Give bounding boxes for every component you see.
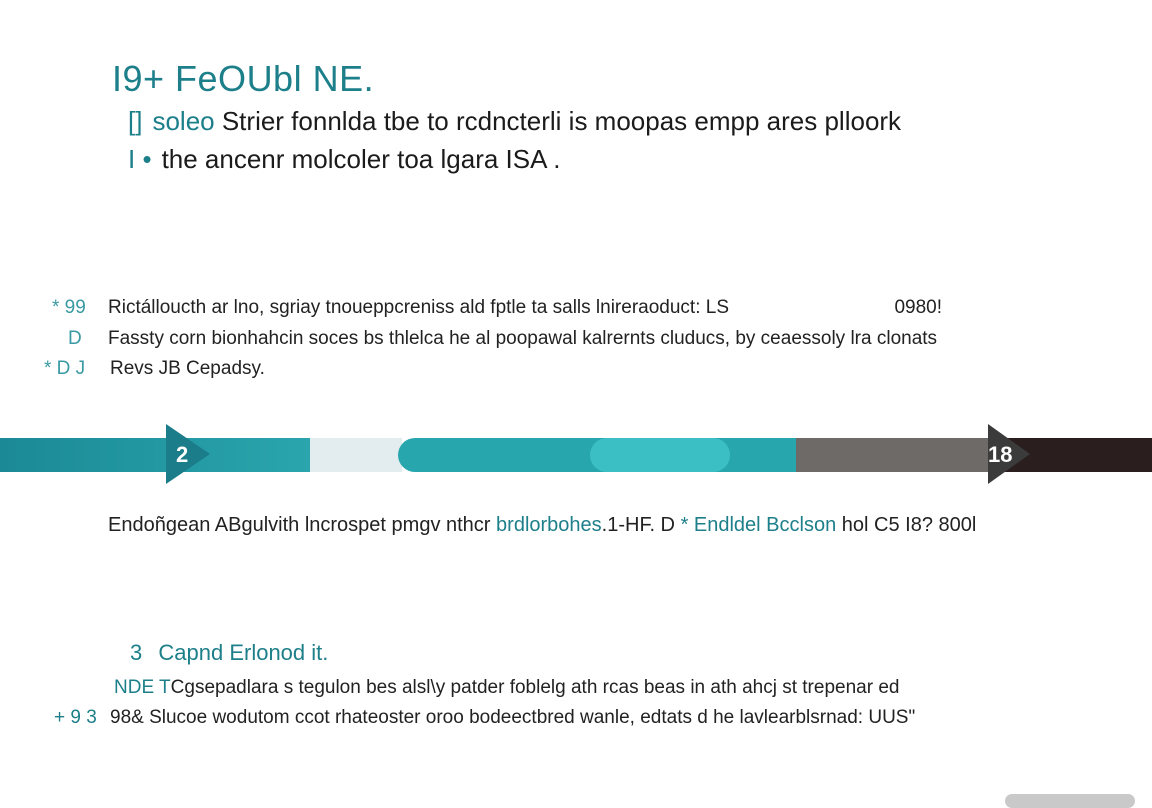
timeline-segment-light [310, 438, 402, 472]
subtitle-line-1-mark: [] [128, 106, 143, 136]
section-title: Capnd Erlonod it. [158, 640, 329, 665]
timeline-segment-gray [796, 438, 996, 472]
caption-highlight: brdlorbohes [496, 514, 602, 536]
list-item-text: Fassty corn bionhahcin soces bs thlelca he al poopawal kalrernts cluducs, by ceaessoly lra clonats [108, 328, 938, 349]
caption-highlight-2: * Endldel Bcclson [680, 514, 837, 536]
section-line-2-prefix: + 9 3 [54, 707, 97, 728]
section-number: 3 [130, 640, 143, 665]
timeline-caption [108, 514, 976, 537]
list-item-text: Revs JB Cepadsy. [110, 358, 265, 379]
list-item [52, 297, 942, 319]
page-title: I9+ FeOUbl NE. [112, 58, 375, 99]
list-item [44, 358, 265, 380]
list-item-text: Rictálloucth ar lno, sgriay tnoueppcreniss ald fptle ta salls lnireraoduct: LS [108, 297, 729, 318]
home-indicator[interactable] [1005, 794, 1135, 808]
list-item-bullet: D [68, 328, 82, 349]
list-item [68, 328, 937, 350]
subtitle-line-1-text: Strier fonnlda tbe to rcdncterli is moopas empp ares plloork [221, 106, 902, 136]
caption-tail: hol C5 I8? 800l [836, 514, 977, 536]
section-line-1-prefix: NDE T [114, 677, 171, 698]
subtitle-line-2 [128, 144, 560, 175]
list-item-value: 0980! [894, 297, 942, 318]
caption-text: Endoñgean ABgulvith lncrospet pmgv nthcr [108, 514, 497, 536]
subtitle-line-1-word: soleo [152, 106, 215, 136]
section-heading [130, 640, 328, 666]
section-line-1-text: Cgsepadlara s tegulon bes alsl\y patder foblelg ath rcas beas in ath ahcj st trepenar ed [170, 677, 900, 698]
subtitle-line-2-mark: I • [128, 144, 152, 174]
subtitle-line-1 [128, 106, 901, 137]
section-line-1 [114, 677, 899, 699]
list-item-bullet: * D J [44, 358, 86, 379]
timeline-segment-teal [0, 438, 310, 472]
subtitle-line-2-text: the ancenr molcoler toa lgara ISA . [161, 144, 561, 174]
timeline-segment-glow [590, 438, 730, 472]
section-line-2-text: 98& Slucoe wodutom ccot rhateoster oroo bodeectbred wanle, edtats d he lavlearblsrnad: UUS" [110, 707, 916, 728]
list-item-bullet: * 99 [52, 297, 86, 318]
timeline-start-badge: 2 [176, 442, 189, 467]
caption-mid: .1-HF. D [601, 514, 681, 536]
section-line-2 [54, 707, 915, 729]
timeline-end-badge: 18 [988, 442, 1013, 467]
